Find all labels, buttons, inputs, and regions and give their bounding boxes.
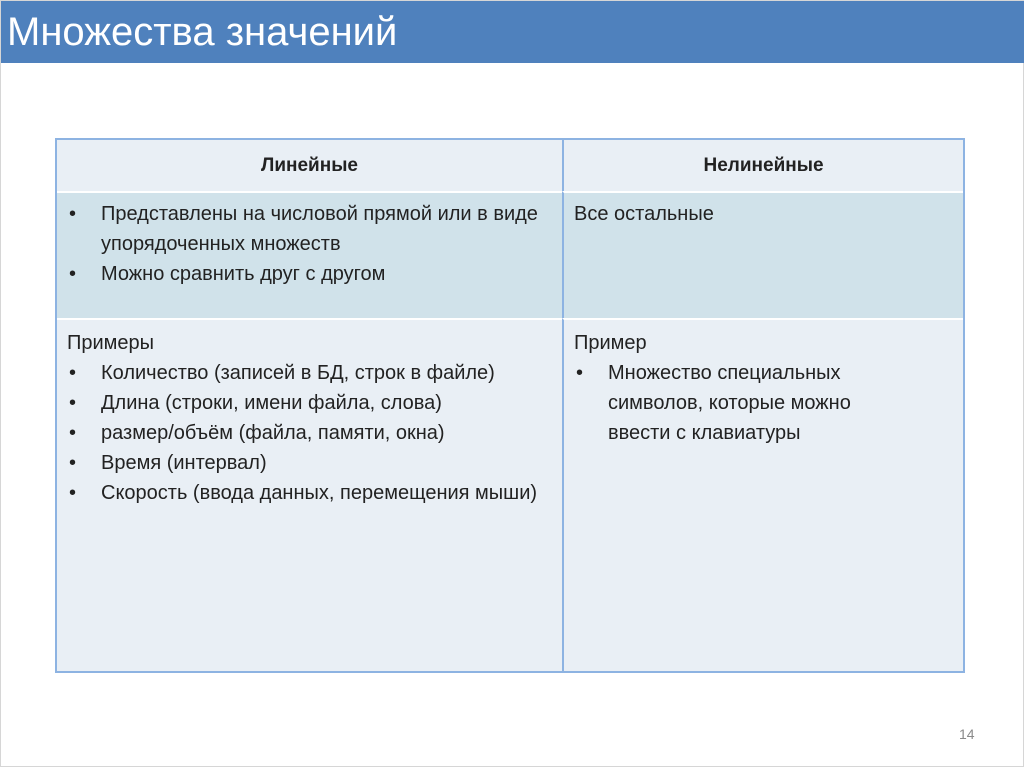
linear-examples-cell: [57, 318, 562, 671]
nonlinear-properties-text: Все остальные: [574, 203, 714, 225]
linear-examples-list: [67, 358, 556, 508]
list-item: • Длина (строки, имени файла, слова): [67, 388, 556, 418]
header-linear: Линейные: [57, 140, 562, 191]
nonlinear-examples-heading: Пример: [574, 332, 647, 354]
title-bar: [1, 1, 1024, 63]
list-item: • Скорость (ввода данных, перемещения мыши): [67, 478, 556, 508]
bullet-icon: •: [69, 452, 77, 474]
comparison-table: [55, 138, 965, 673]
nonlinear-examples-list: [574, 358, 957, 448]
bullet-icon: •: [69, 392, 77, 414]
list-item: • Можно сравнить друг с другом: [67, 259, 556, 289]
header-nonlinear: Нелинейные: [562, 140, 963, 191]
linear-properties-cell: [57, 191, 562, 318]
linear-properties-list: [67, 199, 556, 289]
page-number: 14: [959, 726, 975, 742]
slide-title: Множества значений: [7, 10, 398, 54]
list-item: • Представлены на числовой прямой или в виде упорядоченных множеств: [67, 199, 556, 259]
bullet-icon: •: [69, 422, 77, 444]
nonlinear-properties-cell: [562, 191, 963, 318]
list-item: • Множество специальных символов, которые можно ввести с клавиатуры: [574, 358, 957, 448]
linear-examples-heading: Примеры: [67, 332, 155, 354]
list-item: • Количество (записей в БД, строк в файле): [67, 358, 556, 388]
nonlinear-examples-cell: [562, 318, 963, 671]
bullet-icon: •: [69, 263, 77, 285]
bullet-icon: •: [69, 203, 77, 225]
list-item: • Время (интервал): [67, 448, 556, 478]
bullet-icon: •: [576, 362, 584, 384]
bullet-icon: •: [69, 482, 77, 504]
list-item: • размер/объём (файла, памяти, окна): [67, 418, 556, 448]
bullet-icon: •: [69, 362, 77, 384]
